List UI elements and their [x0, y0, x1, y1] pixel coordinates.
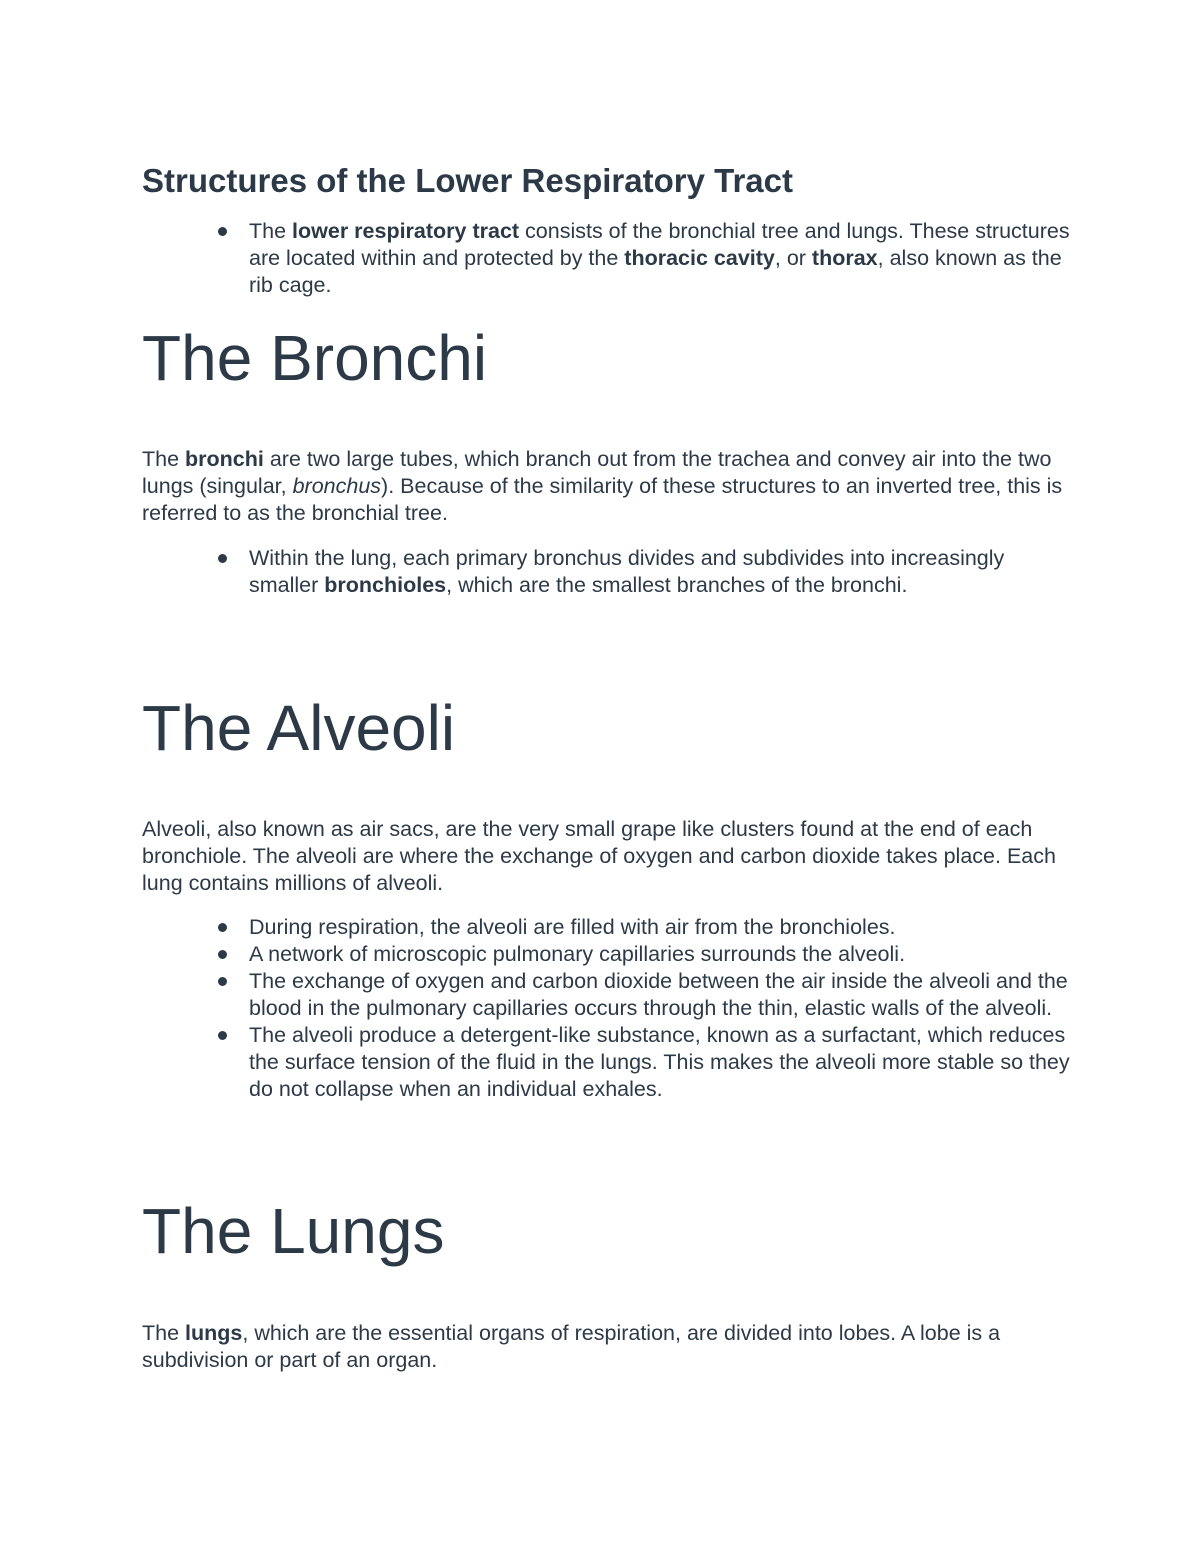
- bullet-icon: [218, 977, 227, 986]
- text: The alveoli produce a detergent-like substance, known as a surfactant, which reduces the surface tension of the fluid in the lungs. This makes the alveoli more stable so they do not collapse when an individual exhales.: [249, 1023, 1070, 1101]
- list-item: [142, 545, 1072, 599]
- bold-term: bronchi: [185, 447, 264, 471]
- alveoli-paragraph: Alveoli, also known as air sacs, are the very small grape like clusters found at the end of each bronchiole. The alveoli are where the exchange of oxygen and carbon dioxide takes place. Each lung contains millions of alveoli.: [142, 817, 1056, 895]
- bold-term: lower respiratory tract: [292, 219, 520, 243]
- bullet-list: [142, 914, 1072, 1103]
- text: , also known as the rib cage.: [249, 246, 1062, 297]
- text: The: [142, 1321, 186, 1345]
- list-item: [142, 941, 1072, 968]
- section-title-lungs: The Lungs: [142, 1195, 445, 1267]
- bold-term: lungs: [185, 1321, 243, 1345]
- text: The: [249, 219, 293, 243]
- bullet-list: [142, 218, 1072, 299]
- bullet-icon: [218, 1031, 227, 1040]
- text: , or: [774, 246, 812, 270]
- bold-term: thoracic cavity: [624, 246, 775, 270]
- bold-term: bronchioles: [324, 573, 447, 597]
- text: consists of the bronchial tree and lungs. These structures are located within and protected by the: [249, 219, 1070, 270]
- list-item: [142, 218, 1072, 299]
- text: , which are the essential organs of respiration, are divided into lobes. A lobe is a subdivision or part of an organ.: [142, 1321, 1001, 1372]
- bullet-icon: [218, 950, 227, 959]
- text: are two large tubes, which branch out from the trachea and convey air into the two lungs (singular,: [142, 447, 1052, 498]
- text: During respiration, the alveoli are filled with air from the bronchioles.: [249, 915, 896, 939]
- bullet-icon: [218, 227, 227, 236]
- list-item: [142, 968, 1072, 1022]
- text: , which are the smallest branches of the bronchi.: [446, 573, 908, 597]
- section-title-bronchi: The Bronchi: [142, 322, 488, 394]
- italic-term: bronchus: [292, 474, 382, 498]
- bullet-icon: [218, 923, 227, 932]
- list-item: [142, 1022, 1072, 1103]
- lungs-paragraph: [142, 1320, 1072, 1374]
- bullet-list: [142, 545, 1072, 599]
- text: Within the lung, each primary bronchus divides and subdivides into increasingly smaller: [249, 546, 1005, 597]
- text: ). Because of the similarity of these structures to an inverted tree, this is referred to as the bronchial tree.: [142, 474, 1063, 525]
- section-heading: Structures of the Lower Respiratory Tract: [142, 162, 793, 199]
- text: A network of microscopic pulmonary capillaries surrounds the alveoli.: [249, 942, 906, 966]
- section-title-alveoli: The Alveoli: [142, 692, 456, 764]
- bullet-icon: [218, 554, 227, 563]
- bold-term: thorax: [811, 246, 878, 270]
- bronchi-paragraph: [142, 446, 1072, 527]
- text: The: [142, 447, 186, 471]
- list-item: [142, 914, 1072, 941]
- text: The exchange of oxygen and carbon dioxide between the air inside the alveoli and the blood in the pulmonary capillaries occurs through the thin, elastic walls of the alveoli.: [249, 969, 1068, 1020]
